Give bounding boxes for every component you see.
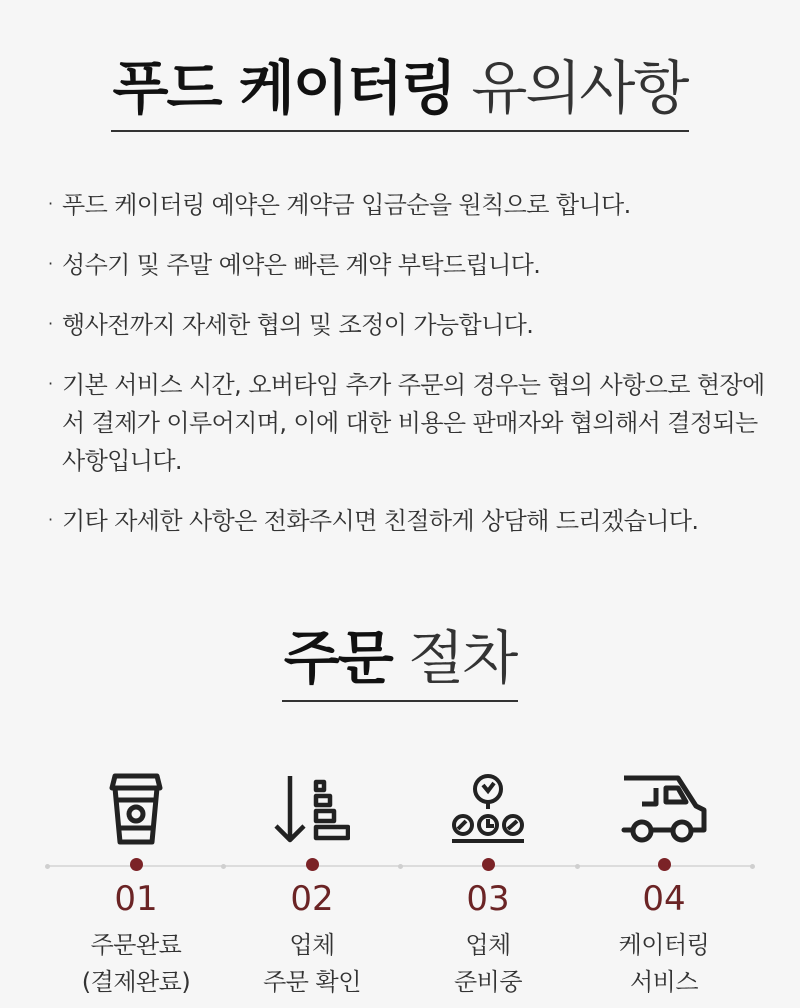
- notice-list: [48, 186, 768, 562]
- step-preparing: [400, 770, 576, 1001]
- clock-gauges-icon: [400, 770, 576, 848]
- procedure-title-light: 절차: [408, 624, 517, 692]
- step-marker: [130, 858, 143, 871]
- step-marker: [658, 858, 671, 871]
- notice-item: · 기타 자세한 사항은 전화주시면 친절하게 상담해 드리겠습니다.: [48, 507, 699, 535]
- step-order-complete: [48, 770, 224, 1001]
- step-number: 02: [290, 879, 334, 919]
- step-marker: [306, 858, 319, 871]
- step-marker: [482, 858, 495, 871]
- notice-item-text: 기본 서비스 시간, 오버타임 추가 주문의 경우는 협의 사항으로 현장에서 결제가 이루어지며, 이에 대한 비용은 판매자와 협의해서 결정되는 사항입니다.: [62, 371, 765, 475]
- procedure-title: [282, 622, 519, 702]
- notice-item: · 푸드 케이터링 예약은 계약금 입금순을 원칙으로 합니다.: [48, 191, 631, 219]
- procedure-title-bold: 주문: [283, 624, 392, 692]
- notice-item-text: 푸드 케이터링 예약은 계약금 입금순을 원칙으로 합니다.: [62, 191, 631, 219]
- notice-item: · 성수기 및 주말 예약은 빠른 계약 부탁드립니다.: [48, 251, 541, 279]
- notice-title-bold: 푸드 케이터링: [112, 54, 455, 122]
- step-catering-service: [576, 770, 752, 1001]
- procedure-heading: [0, 622, 800, 702]
- notice-item-text: 성수기 및 주말 예약은 빠른 계약 부탁드립니다.: [62, 251, 541, 279]
- notice-title-light: 유의사항: [471, 54, 688, 122]
- notice-heading: [0, 52, 800, 132]
- delivery-truck-icon: [576, 770, 752, 848]
- coffee-cup-icon: [48, 770, 224, 848]
- sort-down-icon: [224, 770, 400, 848]
- step-label: 주문완료 (결제완료): [81, 931, 191, 996]
- step-order-confirm: [224, 770, 400, 1001]
- step-label: 케이터링 서비스: [618, 931, 710, 996]
- notice-item: · 행사전까지 자세한 협의 및 조정이 가능합니다.: [48, 311, 534, 339]
- step-number: 03: [466, 879, 510, 919]
- step-number: 04: [642, 879, 686, 919]
- step-label: 업체 주문 확인: [263, 931, 361, 996]
- notice-item-text: 기타 자세한 사항은 전화주시면 친절하게 상담해 드리겠습니다.: [62, 507, 699, 535]
- notice-title: [111, 52, 690, 132]
- step-number: 01: [114, 879, 158, 919]
- step-label: 업체 준비중: [453, 931, 523, 996]
- notice-item-text: 행사전까지 자세한 협의 및 조정이 가능합니다.: [62, 311, 534, 339]
- notice-item: · 기본 서비스 시간, 오버타임 추가 주문의 경우는 협의 사항으로 현장에서 결제가 이루어지며, 이에 대한 비용은 판매자와 협의해서 결정되는 사항입니다.: [48, 371, 765, 475]
